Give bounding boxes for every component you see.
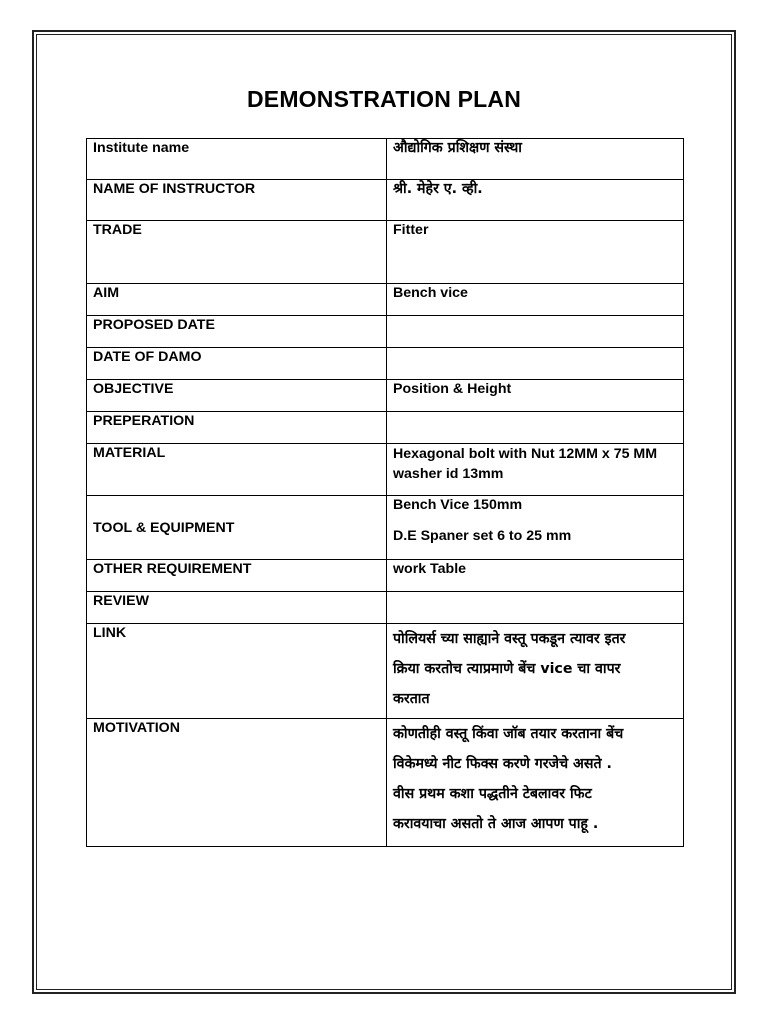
row-label: AIM (87, 284, 387, 316)
row-label: MOTIVATION (87, 719, 387, 847)
row-label: LINK (87, 624, 387, 719)
plan-table (86, 138, 684, 847)
value-line: करावयाचा असतो ते आज आपण पाहू . (393, 816, 599, 832)
value-line: वीस प्रथम कशा पद्धतीने टेबलावर फिट (393, 786, 592, 802)
row-label: REVIEW (87, 592, 387, 624)
row-value: औद्योगिक प्रशिक्षण संस्था (387, 139, 684, 180)
table-row (87, 719, 684, 847)
table-row (87, 284, 684, 316)
row-label: MATERIAL (87, 444, 387, 496)
row-value (387, 412, 684, 444)
table-row (87, 348, 684, 380)
row-value: श्री. मेहेर ए. व्ही. (387, 180, 684, 221)
table-row (87, 592, 684, 624)
row-label: TOOL & EQUIPMENT (87, 496, 387, 560)
table-row (87, 221, 684, 284)
table-row (87, 316, 684, 348)
table-row (87, 180, 684, 221)
row-value: Bench vice (387, 284, 684, 316)
row-value: work Table (387, 560, 684, 592)
row-value: Position & Height (387, 380, 684, 412)
row-label: OTHER REQUIREMENT (87, 560, 387, 592)
value-line: कोणतीही वस्तू किंवा जॉब तयार करताना बेंच (393, 726, 624, 742)
table-row (87, 412, 684, 444)
row-value: Fitter (387, 221, 684, 284)
table-row (87, 380, 684, 412)
table-row (87, 444, 684, 496)
value-line: Bench Vice 150mm (393, 497, 523, 513)
row-value (387, 316, 684, 348)
row-label: PREPERATION (87, 412, 387, 444)
value-line: विकेमध्ये नीट फिक्स करणे गरजेचे असते . (393, 756, 612, 772)
table-row (87, 496, 684, 560)
row-value (387, 719, 684, 847)
document-title: DEMONSTRATION PLAN (246, 86, 522, 112)
row-label: TRADE (87, 221, 387, 284)
row-label: Institute name (87, 139, 387, 180)
row-label: OBJECTIVE (87, 380, 387, 412)
value-line: D.E Spaner set 6 to 25 mm (393, 528, 572, 544)
table-row (87, 624, 684, 719)
table-row (87, 560, 684, 592)
row-value (387, 624, 684, 719)
value-line: पोलियर्स च्या साह्याने वस्तू पकडून त्यावर इतर (393, 631, 626, 647)
row-label: PROPOSED DATE (87, 316, 387, 348)
row-value: Hexagonal bolt with Nut 12MM x 75 MM washer id 13mm (387, 444, 684, 496)
row-value (387, 348, 684, 380)
row-label: DATE OF DAMO (87, 348, 387, 380)
value-line: क्रिया करतोच त्याप्रमाणे बेंच vice चा वापर (393, 661, 621, 677)
value-line: करतात (393, 691, 430, 707)
table-row (87, 139, 684, 180)
row-value (387, 592, 684, 624)
row-label: NAME OF INSTRUCTOR (87, 180, 387, 221)
row-value (387, 496, 684, 560)
